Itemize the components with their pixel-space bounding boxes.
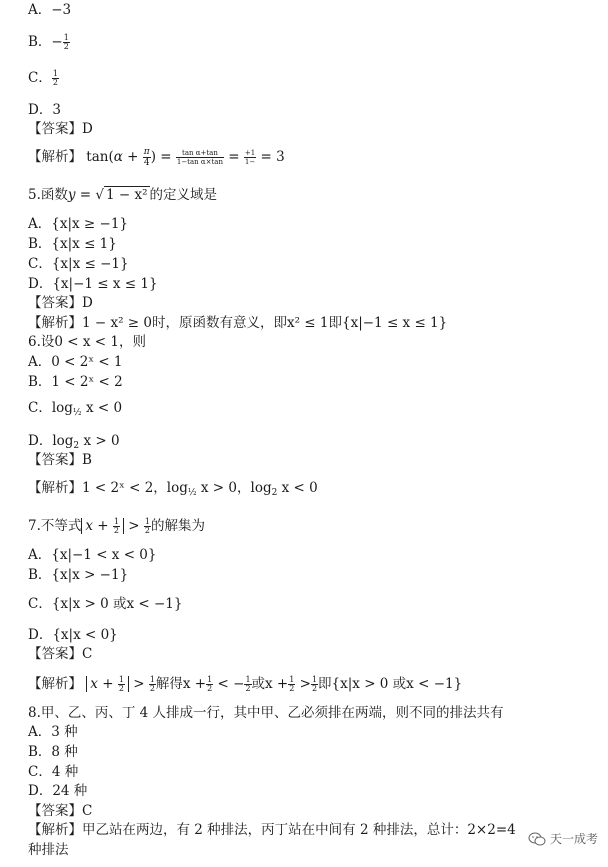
q6-option-a: A．0 < 2ˣ < 1: [28, 354, 123, 370]
q5-option-c: C．{x|x ≤ −1}: [28, 256, 129, 272]
q7-solution: 【解析】 x + $\frac{1}{2}$ > $\frac{1}{2}$ 解得x + $\frac{1}{2}$ < − $\frac{1}{2}$ 或x + $\frac{1}{2}$ > $\frac{1}{2}$ 即{x|x > 0 或x < −1}: [28, 675, 463, 693]
q7-option-c: C．{x|x > 0 或x < −1}: [28, 596, 183, 612]
q8-stem: 8.甲、乙、丙、丁 4 人排成一行，其中甲、乙必须排在两端，则不同的排法共有: [28, 705, 504, 721]
q8-option-b: B．8 种: [28, 744, 78, 760]
q6-answer: 【答案】B: [28, 452, 92, 468]
q7-stem: 7.不等式 x + $\frac{1}{2}$ > $\frac{1}{2}$ 的解集为: [28, 517, 205, 535]
q5-option-b: B．{x|x ≤ 1}: [28, 236, 117, 252]
q5-option-d: D．{x|−1 ≤ x ≤ 1}: [28, 276, 158, 292]
q7-answer: 【答案】C: [28, 646, 93, 662]
q7-option-a: A．{x|−1 < x < 0}: [28, 547, 157, 563]
watermark: [528, 830, 598, 847]
q4-option-d: D．3: [28, 102, 61, 118]
q4-option-b: B．− $\frac{1}{2}$: [28, 33, 69, 51]
q8-option-a: A．3 种: [28, 724, 78, 740]
q7-option-d: D．{x|x < 0}: [28, 627, 118, 643]
q5-answer: 【答案】D: [28, 295, 93, 311]
q8-solution: 【解析】甲乙站在两边，有 2 种排法，丙丁站在中间有 2 种排法，总计：2×2=4: [28, 822, 516, 838]
q5-option-a: A．{x|x ≥ −1}: [28, 216, 128, 232]
q5-solution: 【解析】1 − x² ≥ 0时，原函数有意义，即x² ≤ 1即{x|−1 ≤ x ≤ 1}: [28, 315, 448, 331]
q6-solution: 【解析】1 < 2ˣ < 2，$\log_{\frac{1}{2}} x > 0$，$\log_2 x < 0$: [28, 480, 318, 498]
q5-stem: 5.函数y = √ 1 − x² 的定义域是: [28, 187, 218, 203]
q6-stem: 6.设0 < x < 1，则: [28, 334, 146, 350]
q7-option-b: B．{x|x > −1}: [28, 567, 129, 583]
q8-option-d: D．24 种: [28, 783, 88, 799]
q6-option-b: B．1 < 2ˣ < 2: [28, 374, 123, 390]
q8-solution-cont: 种排法: [28, 842, 69, 858]
wechat-icon: [528, 832, 546, 846]
watermark-text: 天一成考: [549, 832, 598, 846]
q8-answer: 【答案】C: [28, 803, 93, 819]
q6-option-d: D．$\log_2 x > 0$: [28, 433, 120, 451]
q4-solution: 【解析】 tan(α + $\frac{\pi}{4}$ ) = $\frac{\text{tan α+tan}}{\text{1−tan α×tan}}$ = $\frac{+1}{1-}$ = 3: [28, 147, 285, 168]
q6-option-c: C．$\log_{\frac{1}{2}} x < 0$: [28, 400, 123, 418]
q4-option-c: C． $\frac{1}{2}$: [28, 69, 58, 87]
q8-option-c: C．4 种: [28, 764, 79, 780]
q4-option-a: A．−3: [28, 2, 72, 18]
q4-answer: 【答案】D: [28, 121, 93, 137]
